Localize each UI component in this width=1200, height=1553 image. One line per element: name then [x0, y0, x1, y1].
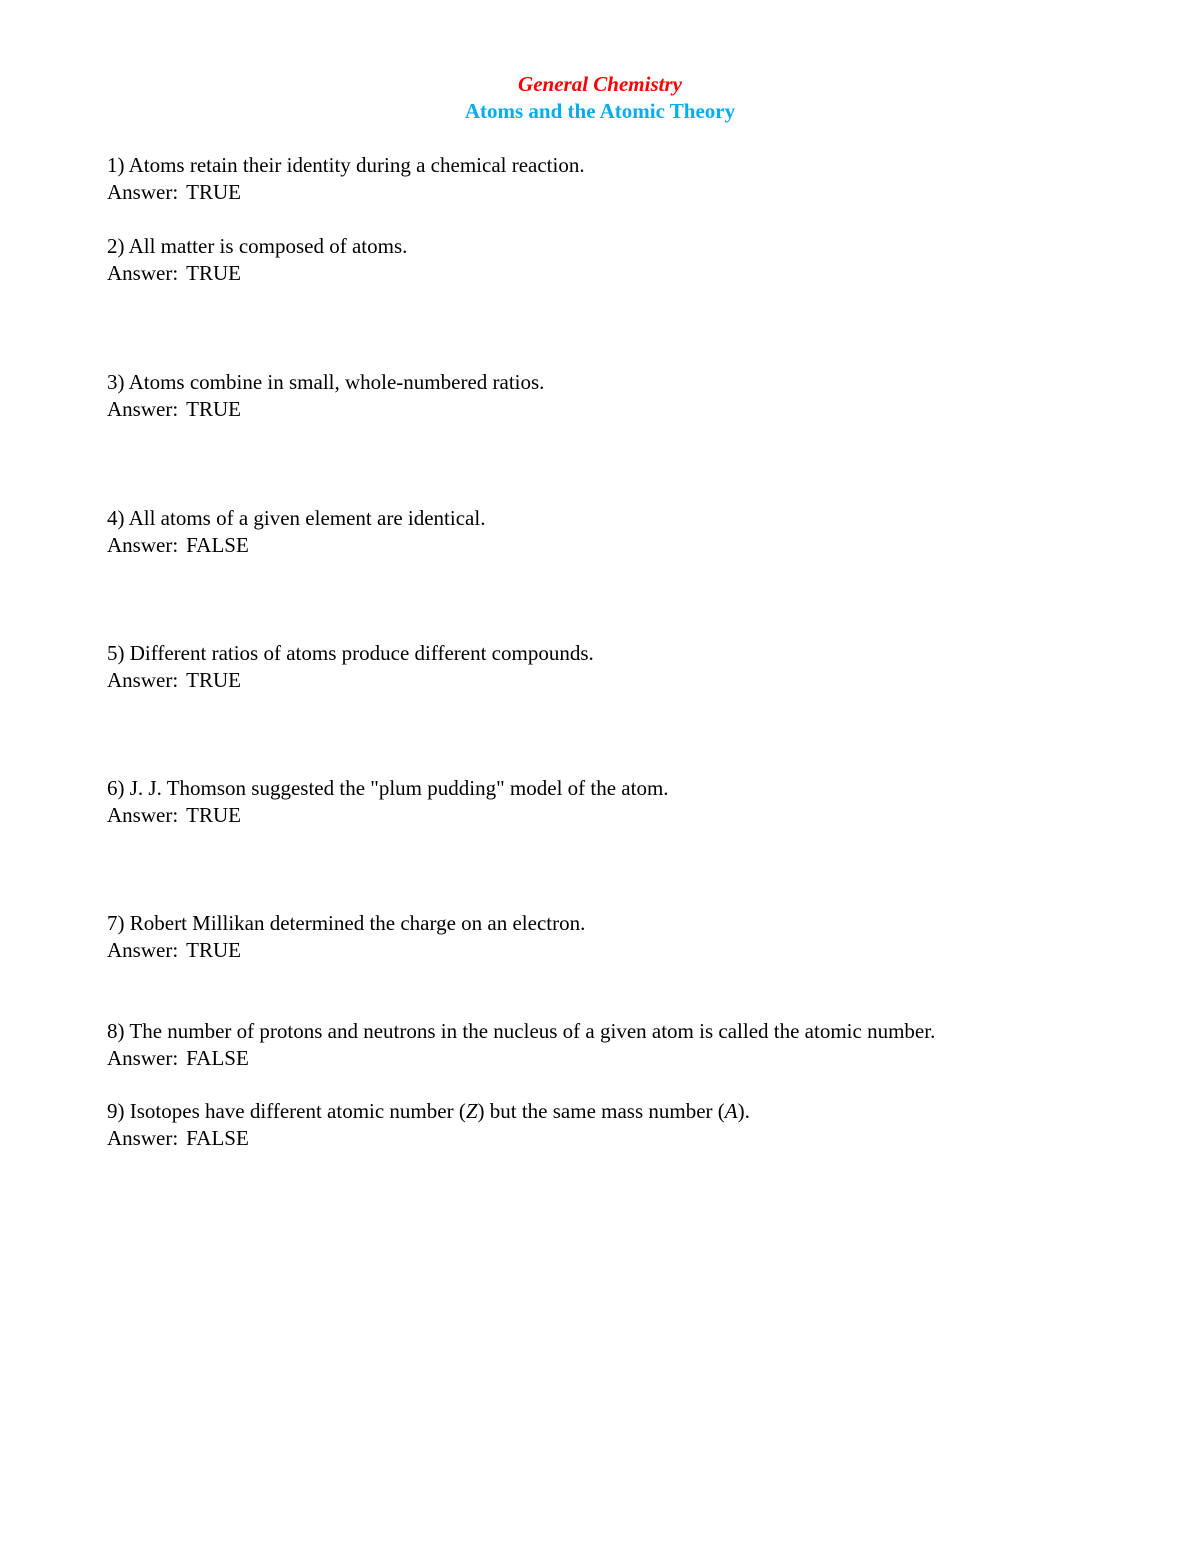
question-7	[107, 910, 1167, 964]
question-text: 3) Atoms combine in small, whole-numbered ratios.	[107, 370, 545, 394]
answer-label: Answer:	[107, 261, 179, 285]
answer-value: TRUE	[186, 180, 241, 204]
answer-line	[107, 937, 1167, 964]
question-5	[107, 640, 1167, 694]
answer-line	[107, 802, 1167, 829]
answer-label: Answer:	[107, 803, 179, 827]
document-subtitle: Atoms and the Atomic Theory	[464, 99, 736, 123]
answer-label: Answer:	[107, 180, 179, 204]
answer-value: TRUE	[186, 397, 241, 421]
question-2	[107, 233, 1167, 287]
answer-value: TRUE	[186, 803, 241, 827]
question-text: 5) Different ratios of atoms produce different compounds.	[107, 641, 594, 665]
question-text	[107, 1098, 1167, 1125]
question-text: 2) All matter is composed of atoms.	[107, 234, 408, 258]
question-text: 4) All atoms of a given element are identical.	[107, 506, 486, 530]
answer-value: FALSE	[186, 1126, 249, 1150]
answer-value: TRUE	[186, 938, 241, 962]
answer-label: Answer:	[107, 1126, 179, 1150]
atomic-number-symbol: Z	[465, 1099, 478, 1123]
answer-line	[107, 260, 1167, 287]
question-text: 8) The number of protons and neutrons in the nucleus of a given atom is called the atomic number.	[107, 1019, 936, 1043]
question-1	[107, 152, 1167, 206]
answer-value: FALSE	[186, 533, 249, 557]
document-title: General Chemistry	[518, 72, 682, 96]
question-9	[107, 1098, 1167, 1152]
answer-label: Answer:	[107, 938, 179, 962]
answer-line	[107, 396, 1167, 423]
answer-label: Answer:	[107, 668, 179, 692]
answer-value: TRUE	[186, 261, 241, 285]
mass-number-symbol: A	[724, 1099, 738, 1123]
question-text-part: 9) Isotopes have different atomic number (	[107, 1099, 466, 1123]
answer-value: TRUE	[186, 668, 241, 692]
answer-value: FALSE	[186, 1046, 249, 1070]
question-text-part: ) but the same mass number (	[477, 1099, 725, 1123]
question-3	[107, 369, 1167, 423]
question-4	[107, 505, 1167, 559]
question-text: 7) Robert Millikan determined the charge on an electron.	[107, 911, 586, 935]
question-6	[107, 775, 1167, 829]
answer-label: Answer:	[107, 1046, 179, 1070]
answer-line	[107, 179, 1167, 206]
question-text-part: ).	[737, 1099, 750, 1123]
answer-line	[107, 532, 1167, 559]
answer-line	[107, 1125, 1167, 1152]
answer-label: Answer:	[107, 397, 179, 421]
answer-line	[107, 1045, 1167, 1072]
answer-label: Answer:	[107, 533, 179, 557]
question-text: 6) J. J. Thomson suggested the "plum pudding" model of the atom.	[107, 776, 669, 800]
answer-line	[107, 667, 1167, 694]
question-8	[107, 1018, 1167, 1072]
question-text: 1) Atoms retain their identity during a chemical reaction.	[107, 153, 585, 177]
